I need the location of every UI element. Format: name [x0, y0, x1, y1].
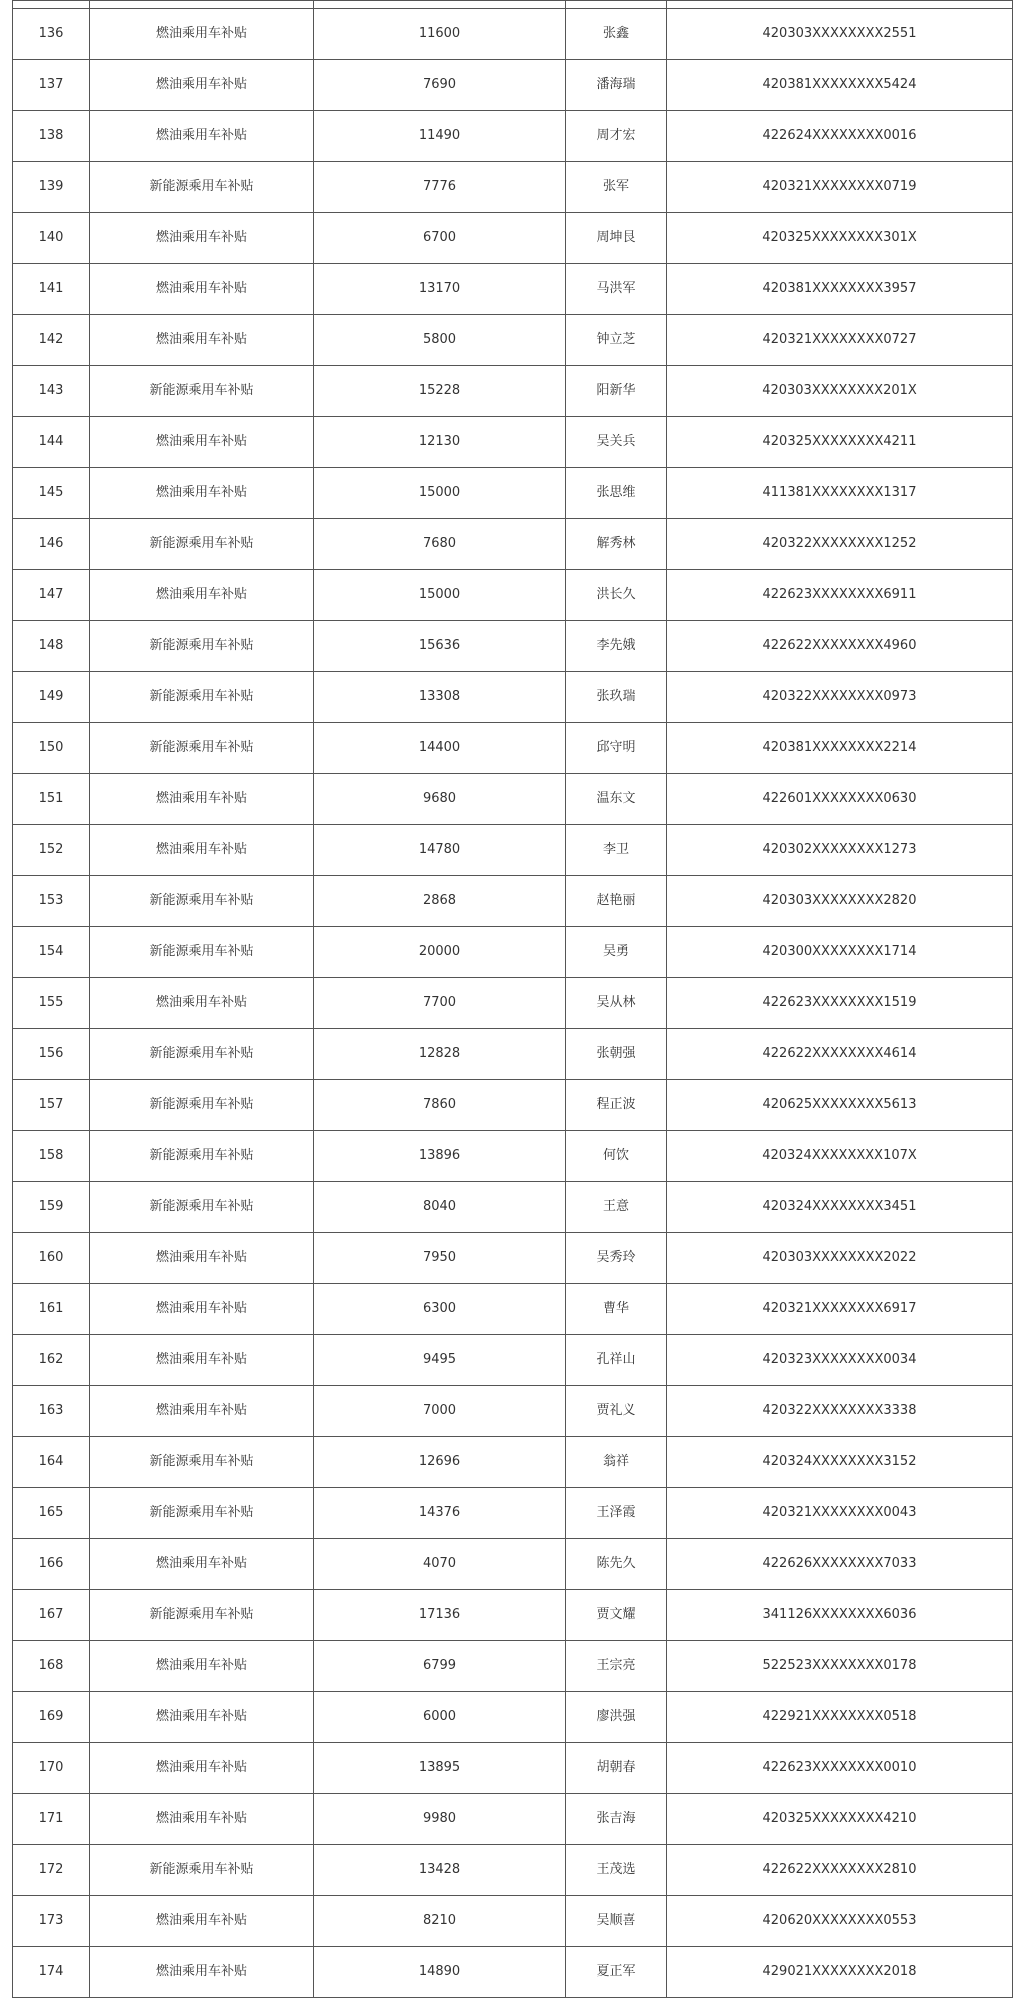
- cell-serial-number: 167: [13, 1590, 90, 1641]
- cell-applicant-name: 温东文: [566, 774, 667, 825]
- cell-subsidy-type: 新能源乘用车补贴: [90, 1029, 314, 1080]
- cell-subsidy-type: 新能源乘用车补贴: [90, 876, 314, 927]
- table-row: [13, 468, 1013, 519]
- cell-subsidy-amount: 4070: [314, 1539, 566, 1590]
- subsidy-table: [12, 0, 1013, 1998]
- cell-subsidy-amount: 7000: [314, 1386, 566, 1437]
- cell-subsidy-amount: 15228: [314, 366, 566, 417]
- cell-applicant-name: 洪长久: [566, 570, 667, 621]
- cell-subsidy-amount: 14890: [314, 1947, 566, 1998]
- cell-id-number: 420303XXXXXXXX2022: [667, 1233, 1013, 1284]
- cell-id-number: 420303XXXXXXXX2820: [667, 876, 1013, 927]
- cell-applicant-name: 贾文耀: [566, 1590, 667, 1641]
- table-row: [13, 1641, 1013, 1692]
- cell-applicant-name: 吴顺喜: [566, 1896, 667, 1947]
- table-row: [13, 1896, 1013, 1947]
- cell-subsidy-type: 燃油乘用车补贴: [90, 1896, 314, 1947]
- cell-id-number: 422622XXXXXXXX4614: [667, 1029, 1013, 1080]
- cell-id-number: 420620XXXXXXXX0553: [667, 1896, 1013, 1947]
- cell-serial-number: 152: [13, 825, 90, 876]
- cell-subsidy-amount: 7776: [314, 162, 566, 213]
- cell-subsidy-type: 燃油乘用车补贴: [90, 1947, 314, 1998]
- cell-id-number: 420324XXXXXXXX107X: [667, 1131, 1013, 1182]
- cell-id-number: 422626XXXXXXXX7033: [667, 1539, 1013, 1590]
- cell-subsidy-amount: 6300: [314, 1284, 566, 1335]
- cell-subsidy-type: 新能源乘用车补贴: [90, 1131, 314, 1182]
- table-body: [13, 1, 1013, 1998]
- cell-subsidy-amount: 9980: [314, 1794, 566, 1845]
- cell-subsidy-amount: 13895: [314, 1743, 566, 1794]
- cell-subsidy-amount: 12696: [314, 1437, 566, 1488]
- cell-subsidy-amount: 7680: [314, 519, 566, 570]
- cell-serial-number: 154: [13, 927, 90, 978]
- cell-subsidy-type: 燃油乘用车补贴: [90, 1386, 314, 1437]
- cell-serial-number: 140: [13, 213, 90, 264]
- cell-serial-number: 147: [13, 570, 90, 621]
- cell-applicant-name: 吴秀玲: [566, 1233, 667, 1284]
- cell-subsidy-type: 新能源乘用车补贴: [90, 672, 314, 723]
- cell-subsidy-type: 燃油乘用车补贴: [90, 774, 314, 825]
- table-row: [13, 774, 1013, 825]
- cell-subsidy-amount: 11490: [314, 111, 566, 162]
- table-row: [13, 1182, 1013, 1233]
- cell-subsidy-type: 燃油乘用车补贴: [90, 60, 314, 111]
- cell-id-number: 420321XXXXXXXX6917: [667, 1284, 1013, 1335]
- table-cell: [314, 1, 566, 9]
- table-row: [13, 1539, 1013, 1590]
- cell-subsidy-type: 燃油乘用车补贴: [90, 1539, 314, 1590]
- table-row: [13, 162, 1013, 213]
- cell-id-number: 422623XXXXXXXX0010: [667, 1743, 1013, 1794]
- table-row: [13, 264, 1013, 315]
- cell-serial-number: 162: [13, 1335, 90, 1386]
- cell-subsidy-amount: 7950: [314, 1233, 566, 1284]
- cell-applicant-name: 邱守明: [566, 723, 667, 774]
- cell-subsidy-amount: 14400: [314, 723, 566, 774]
- cell-serial-number: 172: [13, 1845, 90, 1896]
- cell-serial-number: 142: [13, 315, 90, 366]
- table-row: [13, 519, 1013, 570]
- cell-subsidy-amount: 11600: [314, 9, 566, 60]
- cell-subsidy-type: 燃油乘用车补贴: [90, 9, 314, 60]
- cell-serial-number: 153: [13, 876, 90, 927]
- cell-subsidy-type: 燃油乘用车补贴: [90, 264, 314, 315]
- cell-serial-number: 150: [13, 723, 90, 774]
- table-row: [13, 876, 1013, 927]
- cell-subsidy-type: 新能源乘用车补贴: [90, 1845, 314, 1896]
- cell-serial-number: 156: [13, 1029, 90, 1080]
- cell-applicant-name: 周才宏: [566, 111, 667, 162]
- cell-applicant-name: 马洪军: [566, 264, 667, 315]
- cell-serial-number: 141: [13, 264, 90, 315]
- cell-applicant-name: 张玖瑞: [566, 672, 667, 723]
- cell-subsidy-type: 新能源乘用车补贴: [90, 366, 314, 417]
- cell-serial-number: 148: [13, 621, 90, 672]
- cell-subsidy-amount: 6000: [314, 1692, 566, 1743]
- cell-subsidy-amount: 14376: [314, 1488, 566, 1539]
- cell-subsidy-type: 新能源乘用车补贴: [90, 1182, 314, 1233]
- subsidy-table-container: [12, 0, 1012, 1998]
- cell-serial-number: 173: [13, 1896, 90, 1947]
- cell-subsidy-type: 燃油乘用车补贴: [90, 1743, 314, 1794]
- cell-subsidy-amount: 12828: [314, 1029, 566, 1080]
- table-cell: [90, 1, 314, 9]
- cell-id-number: 422622XXXXXXXX2810: [667, 1845, 1013, 1896]
- cell-subsidy-type: 燃油乘用车补贴: [90, 1233, 314, 1284]
- cell-subsidy-type: 燃油乘用车补贴: [90, 1794, 314, 1845]
- cell-id-number: 420381XXXXXXXX2214: [667, 723, 1013, 774]
- cell-applicant-name: 陈先久: [566, 1539, 667, 1590]
- cell-applicant-name: 王宗亮: [566, 1641, 667, 1692]
- cell-id-number: 420325XXXXXXXX301X: [667, 213, 1013, 264]
- table-row: [13, 366, 1013, 417]
- cell-subsidy-type: 燃油乘用车补贴: [90, 570, 314, 621]
- cell-subsidy-type: 燃油乘用车补贴: [90, 417, 314, 468]
- cell-subsidy-amount: 8040: [314, 1182, 566, 1233]
- cell-serial-number: 170: [13, 1743, 90, 1794]
- cell-applicant-name: 吴从林: [566, 978, 667, 1029]
- table-row: [13, 1947, 1013, 1998]
- table-row: [13, 1794, 1013, 1845]
- cell-id-number: 422921XXXXXXXX0518: [667, 1692, 1013, 1743]
- cell-subsidy-type: 新能源乘用车补贴: [90, 519, 314, 570]
- cell-serial-number: 149: [13, 672, 90, 723]
- cell-serial-number: 163: [13, 1386, 90, 1437]
- cell-subsidy-type: 燃油乘用车补贴: [90, 468, 314, 519]
- cell-serial-number: 158: [13, 1131, 90, 1182]
- table-row: [13, 9, 1013, 60]
- cell-applicant-name: 张朝强: [566, 1029, 667, 1080]
- cell-id-number: 420321XXXXXXXX0727: [667, 315, 1013, 366]
- cell-serial-number: 146: [13, 519, 90, 570]
- cell-serial-number: 165: [13, 1488, 90, 1539]
- cell-subsidy-amount: 15000: [314, 468, 566, 519]
- table-row: [13, 570, 1013, 621]
- cell-applicant-name: 胡朝春: [566, 1743, 667, 1794]
- table-row: [13, 1386, 1013, 1437]
- cell-subsidy-amount: 7700: [314, 978, 566, 1029]
- table-row: [13, 1743, 1013, 1794]
- cell-subsidy-type: 新能源乘用车补贴: [90, 1080, 314, 1131]
- cell-serial-number: 168: [13, 1641, 90, 1692]
- cell-subsidy-type: 燃油乘用车补贴: [90, 1641, 314, 1692]
- table-row: [13, 1692, 1013, 1743]
- cell-subsidy-type: 燃油乘用车补贴: [90, 1692, 314, 1743]
- cell-applicant-name: 周坤艮: [566, 213, 667, 264]
- cell-applicant-name: 贾礼义: [566, 1386, 667, 1437]
- table-row: [13, 1029, 1013, 1080]
- cell-id-number: 420381XXXXXXXX5424: [667, 60, 1013, 111]
- cell-applicant-name: 何饮: [566, 1131, 667, 1182]
- cell-id-number: 420302XXXXXXXX1273: [667, 825, 1013, 876]
- cell-subsidy-type: 燃油乘用车补贴: [90, 825, 314, 876]
- cell-subsidy-amount: 12130: [314, 417, 566, 468]
- table-row: [13, 60, 1013, 111]
- cell-subsidy-amount: 13428: [314, 1845, 566, 1896]
- cell-id-number: 429021XXXXXXXX2018: [667, 1947, 1013, 1998]
- cell-serial-number: 136: [13, 9, 90, 60]
- cell-id-number: 420325XXXXXXXX4211: [667, 417, 1013, 468]
- cell-subsidy-amount: 13170: [314, 264, 566, 315]
- cell-id-number: 420322XXXXXXXX1252: [667, 519, 1013, 570]
- cell-subsidy-amount: 9495: [314, 1335, 566, 1386]
- cell-applicant-name: 李卫: [566, 825, 667, 876]
- cell-subsidy-type: 新能源乘用车补贴: [90, 1590, 314, 1641]
- cell-applicant-name: 曹华: [566, 1284, 667, 1335]
- cell-subsidy-type: 新能源乘用车补贴: [90, 621, 314, 672]
- cell-applicant-name: 张鑫: [566, 9, 667, 60]
- table-row: [13, 1845, 1013, 1896]
- cell-applicant-name: 李先娥: [566, 621, 667, 672]
- table-row: [13, 417, 1013, 468]
- cell-serial-number: 155: [13, 978, 90, 1029]
- cell-serial-number: 143: [13, 366, 90, 417]
- cell-applicant-name: 张吉海: [566, 1794, 667, 1845]
- cell-serial-number: 166: [13, 1539, 90, 1590]
- cell-applicant-name: 廖洪强: [566, 1692, 667, 1743]
- table-row: [13, 1488, 1013, 1539]
- table-row: [13, 111, 1013, 162]
- cell-subsidy-type: 新能源乘用车补贴: [90, 927, 314, 978]
- cell-applicant-name: 程正波: [566, 1080, 667, 1131]
- cell-subsidy-amount: 20000: [314, 927, 566, 978]
- cell-serial-number: 137: [13, 60, 90, 111]
- cell-subsidy-amount: 17136: [314, 1590, 566, 1641]
- table-row: [13, 315, 1013, 366]
- cell-id-number: 522523XXXXXXXX0178: [667, 1641, 1013, 1692]
- cell-subsidy-type: 新能源乘用车补贴: [90, 723, 314, 774]
- cell-id-number: 422624XXXXXXXX0016: [667, 111, 1013, 162]
- table-row: [13, 723, 1013, 774]
- cell-subsidy-type: 燃油乘用车补贴: [90, 1335, 314, 1386]
- table-row: [13, 1131, 1013, 1182]
- cell-applicant-name: 王茂选: [566, 1845, 667, 1896]
- cell-subsidy-type: 燃油乘用车补贴: [90, 1284, 314, 1335]
- cell-serial-number: 164: [13, 1437, 90, 1488]
- cell-applicant-name: 夏正军: [566, 1947, 667, 1998]
- cell-id-number: 422601XXXXXXXX0630: [667, 774, 1013, 825]
- cell-subsidy-amount: 15000: [314, 570, 566, 621]
- cell-id-number: 420325XXXXXXXX4210: [667, 1794, 1013, 1845]
- cell-subsidy-amount: 2868: [314, 876, 566, 927]
- table-row: [13, 1437, 1013, 1488]
- cell-applicant-name: 王泽霞: [566, 1488, 667, 1539]
- cell-id-number: 422623XXXXXXXX6911: [667, 570, 1013, 621]
- table-row-cut-off: [13, 1, 1013, 9]
- table-row: [13, 978, 1013, 1029]
- table-row: [13, 1284, 1013, 1335]
- cell-subsidy-type: 新能源乘用车补贴: [90, 1488, 314, 1539]
- cell-applicant-name: 赵艳丽: [566, 876, 667, 927]
- cell-subsidy-amount: 15636: [314, 621, 566, 672]
- cell-subsidy-type: 燃油乘用车补贴: [90, 111, 314, 162]
- cell-applicant-name: 张思维: [566, 468, 667, 519]
- cell-id-number: 420324XXXXXXXX3451: [667, 1182, 1013, 1233]
- cell-subsidy-amount: 9680: [314, 774, 566, 825]
- cell-applicant-name: 张军: [566, 162, 667, 213]
- cell-applicant-name: 阳新华: [566, 366, 667, 417]
- cell-subsidy-amount: 8210: [314, 1896, 566, 1947]
- cell-id-number: 420322XXXXXXXX0973: [667, 672, 1013, 723]
- cell-id-number: 420303XXXXXXXX2551: [667, 9, 1013, 60]
- cell-applicant-name: 潘海瑞: [566, 60, 667, 111]
- cell-id-number: 420300XXXXXXXX1714: [667, 927, 1013, 978]
- cell-subsidy-amount: 13308: [314, 672, 566, 723]
- table-cell: [667, 1, 1013, 9]
- table-cell: [13, 1, 90, 9]
- cell-serial-number: 161: [13, 1284, 90, 1335]
- cell-serial-number: 157: [13, 1080, 90, 1131]
- cell-id-number: 411381XXXXXXXX1317: [667, 468, 1013, 519]
- cell-id-number: 420324XXXXXXXX3152: [667, 1437, 1013, 1488]
- cell-id-number: 420381XXXXXXXX3957: [667, 264, 1013, 315]
- cell-subsidy-amount: 6799: [314, 1641, 566, 1692]
- cell-serial-number: 144: [13, 417, 90, 468]
- table-row: [13, 825, 1013, 876]
- cell-applicant-name: 吴关兵: [566, 417, 667, 468]
- cell-serial-number: 160: [13, 1233, 90, 1284]
- table-row: [13, 1080, 1013, 1131]
- table-cell: [566, 1, 667, 9]
- cell-id-number: 420322XXXXXXXX3338: [667, 1386, 1013, 1437]
- table-row: [13, 1335, 1013, 1386]
- cell-subsidy-type: 燃油乘用车补贴: [90, 213, 314, 264]
- table-row: [13, 1233, 1013, 1284]
- cell-subsidy-type: 新能源乘用车补贴: [90, 1437, 314, 1488]
- cell-applicant-name: 钟立芝: [566, 315, 667, 366]
- cell-subsidy-amount: 13896: [314, 1131, 566, 1182]
- cell-id-number: 420303XXXXXXXX201X: [667, 366, 1013, 417]
- cell-subsidy-amount: 7690: [314, 60, 566, 111]
- table-row: [13, 621, 1013, 672]
- cell-subsidy-type: 新能源乘用车补贴: [90, 162, 314, 213]
- cell-id-number: 420625XXXXXXXX5613: [667, 1080, 1013, 1131]
- cell-applicant-name: 王意: [566, 1182, 667, 1233]
- cell-applicant-name: 孔祥山: [566, 1335, 667, 1386]
- cell-serial-number: 169: [13, 1692, 90, 1743]
- cell-serial-number: 174: [13, 1947, 90, 1998]
- cell-subsidy-amount: 14780: [314, 825, 566, 876]
- cell-subsidy-type: 燃油乘用车补贴: [90, 315, 314, 366]
- cell-id-number: 422622XXXXXXXX4960: [667, 621, 1013, 672]
- cell-id-number: 341126XXXXXXXX6036: [667, 1590, 1013, 1641]
- cell-serial-number: 151: [13, 774, 90, 825]
- cell-id-number: 420321XXXXXXXX0719: [667, 162, 1013, 213]
- cell-subsidy-type: 燃油乘用车补贴: [90, 978, 314, 1029]
- cell-subsidy-amount: 6700: [314, 213, 566, 264]
- cell-applicant-name: 解秀林: [566, 519, 667, 570]
- cell-serial-number: 159: [13, 1182, 90, 1233]
- table-row: [13, 927, 1013, 978]
- cell-serial-number: 171: [13, 1794, 90, 1845]
- cell-id-number: 422623XXXXXXXX1519: [667, 978, 1013, 1029]
- cell-serial-number: 138: [13, 111, 90, 162]
- cell-subsidy-amount: 7860: [314, 1080, 566, 1131]
- table-row: [13, 213, 1013, 264]
- cell-id-number: 420321XXXXXXXX0043: [667, 1488, 1013, 1539]
- cell-applicant-name: 翁祥: [566, 1437, 667, 1488]
- table-row: [13, 1590, 1013, 1641]
- cell-serial-number: 145: [13, 468, 90, 519]
- table-row: [13, 672, 1013, 723]
- cell-serial-number: 139: [13, 162, 90, 213]
- cell-id-number: 420323XXXXXXXX0034: [667, 1335, 1013, 1386]
- cell-subsidy-amount: 5800: [314, 315, 566, 366]
- cell-applicant-name: 吴勇: [566, 927, 667, 978]
